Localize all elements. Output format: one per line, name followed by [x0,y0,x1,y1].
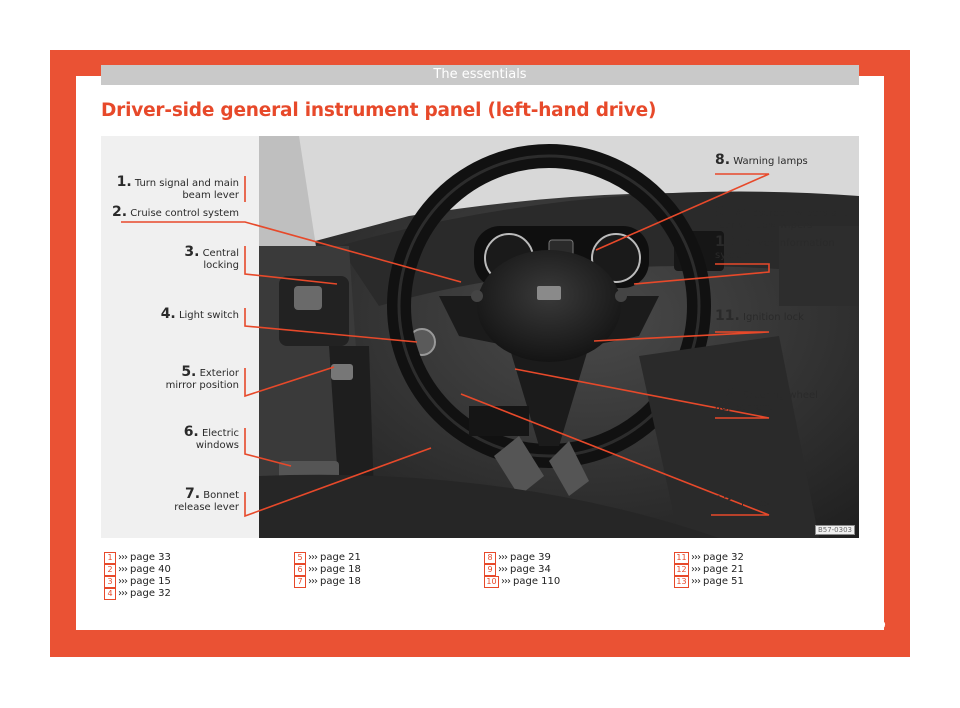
reference-item[interactable]: 10 ››› page 110 [484,576,560,588]
callout-12: 12. Steering wheel adjustment [715,386,818,413]
callout-8: 8. Warning lamps [715,152,808,168]
reference-item[interactable]: 1 ››› page 33 [104,552,171,564]
reference-item[interactable]: 12 ››› page 21 [674,564,744,576]
callout-2: 2. Cruise control system [112,204,239,220]
reference-item[interactable]: 9 ››› page 34 [484,564,560,576]
page-title: Driver-side general instrument panel (left-hand drive) [101,100,657,121]
callout-10: 10. Driver information system [715,234,835,261]
callout-13: 13. Fuses [713,494,770,510]
reference-column-4 [674,552,744,588]
callout-3: 3. Central locking [184,244,239,271]
page-number: 9 [880,621,886,631]
reference-column-1 [104,552,171,600]
reference-item[interactable]: 4 ››› page 32 [104,588,171,600]
figure-code: B57-0303 [815,525,855,535]
callout-11: 11. Ignition lock [715,308,804,324]
reference-item[interactable]: 7 ››› page 18 [294,576,361,588]
instrument-panel-figure [101,136,859,538]
reference-item[interactable]: 13 ››› page 51 [674,576,744,588]
reference-column-3 [484,552,560,588]
callout-5: 5. Exterior mirror position [165,364,239,391]
section-header: The essentials [101,65,859,85]
callout-4: 4. Light switch [160,306,239,322]
reference-column-2 [294,552,361,588]
callout-9: 9. Windscreen wipers and rear window wipers [715,204,850,231]
reference-item[interactable]: 5 ››› page 21 [294,552,361,564]
reference-item[interactable]: 8 ››› page 39 [484,552,560,564]
callout-1: 1. Turn signal and main beam lever [116,174,239,201]
reference-item[interactable]: 3 ››› page 15 [104,576,171,588]
reference-item[interactable]: 2 ››› page 40 [104,564,171,576]
reference-item[interactable]: 6 ››› page 18 [294,564,361,576]
callout-7: 7. Bonnet release lever [174,486,239,513]
reference-item[interactable]: 11 ››› page 32 [674,552,744,564]
callout-6: 6. Electric windows [183,424,239,451]
